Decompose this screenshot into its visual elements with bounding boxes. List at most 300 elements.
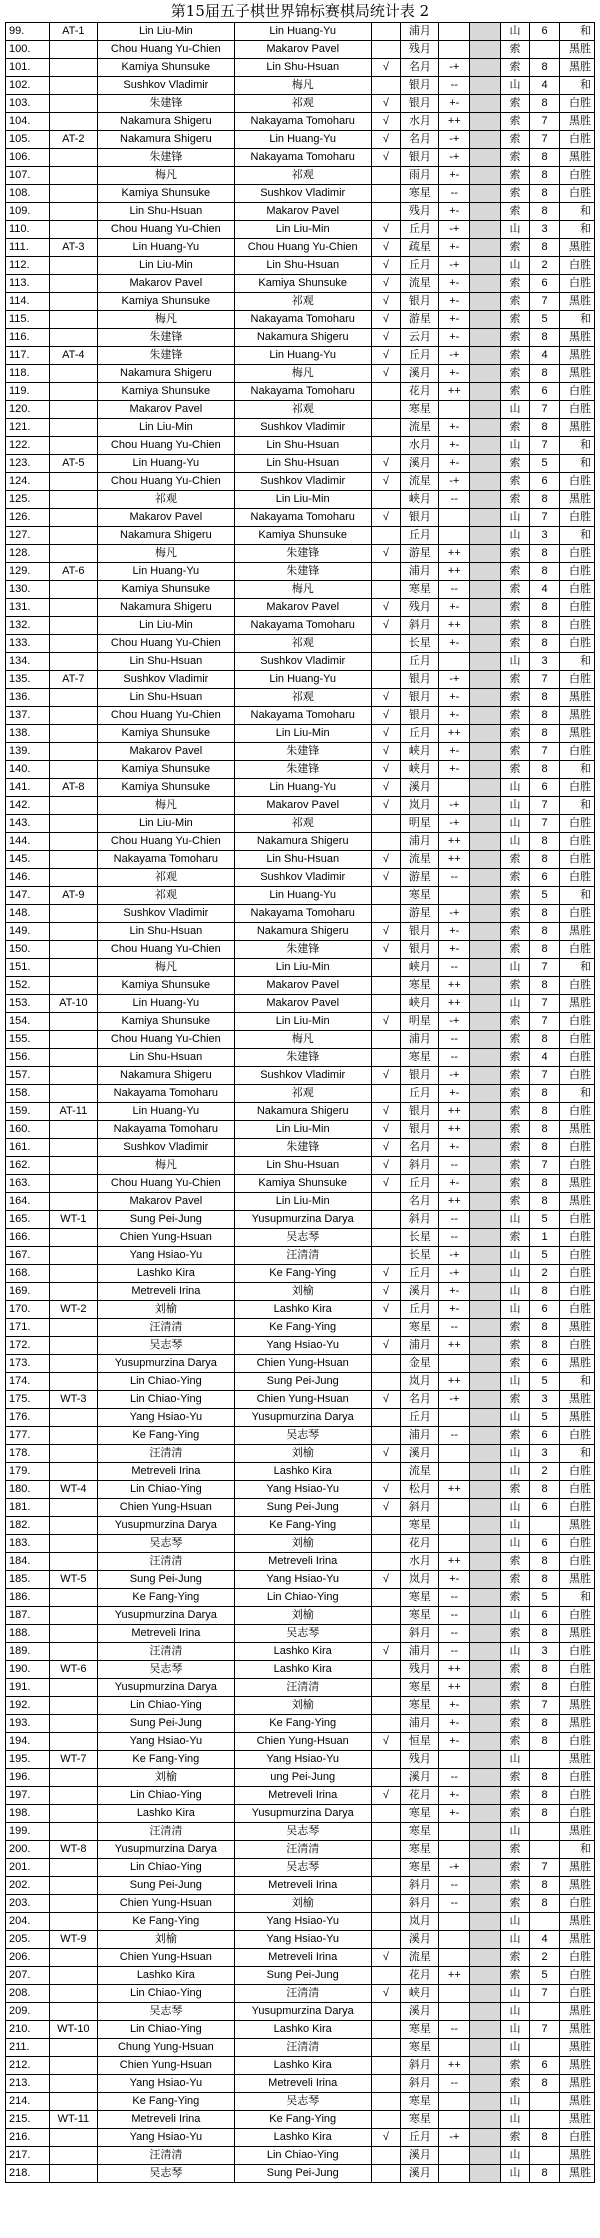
move-count: 8	[530, 2075, 560, 2093]
black-player: Kamiya Shunsuke	[97, 779, 234, 797]
blank-cell	[470, 1715, 501, 1733]
opening-name: 浦月	[401, 1337, 439, 1355]
sign-marks: ++	[439, 833, 470, 851]
opening-name: 长星	[401, 1229, 439, 1247]
black-player: 梅凡	[97, 167, 234, 185]
round-label: AT-5	[49, 455, 97, 473]
opening-name: 残月	[401, 599, 439, 617]
round-label: WT-9	[49, 1931, 97, 1949]
black-player: Ke Fang-Ying	[97, 1589, 234, 1607]
sign-marks	[439, 509, 470, 527]
sign-marks: +-	[439, 167, 470, 185]
round-label	[49, 1625, 97, 1643]
blank-cell	[470, 1373, 501, 1391]
round-label	[49, 1967, 97, 1985]
table-row	[6, 1841, 595, 1859]
white-player: Lin Huang-Yu	[234, 23, 371, 41]
black-player: Metreveli Irina	[97, 1463, 234, 1481]
table-row	[6, 239, 595, 257]
move-count: 8	[530, 545, 560, 563]
opening-name: 峡月	[401, 743, 439, 761]
round-label	[49, 2093, 97, 2111]
rule-type: 山	[500, 2003, 530, 2021]
opening-name: 寒星	[401, 977, 439, 995]
black-player: Lin Shu-Hsuan	[97, 203, 234, 221]
rule-type: 索	[500, 1193, 530, 1211]
move-count: 7	[530, 1013, 560, 1031]
black-player: Kamiya Shunsuke	[97, 185, 234, 203]
row-number: 151.	[6, 959, 50, 977]
check-mark: √	[371, 1265, 401, 1283]
check-mark: √	[371, 1643, 401, 1661]
opening-name: 银月	[401, 149, 439, 167]
table-row	[6, 1175, 595, 1193]
row-number: 218.	[6, 2165, 50, 2183]
round-label	[49, 1427, 97, 1445]
check-mark: √	[371, 455, 401, 473]
black-player: Lashko Kira	[97, 1805, 234, 1823]
opening-name: 残月	[401, 1661, 439, 1679]
sign-marks: ++	[439, 113, 470, 131]
opening-name: 峡月	[401, 959, 439, 977]
game-result: 黑胜	[559, 347, 594, 365]
sign-marks: ++	[439, 1337, 470, 1355]
opening-name: 游星	[401, 905, 439, 923]
check-mark	[371, 635, 401, 653]
opening-name: 银月	[401, 1067, 439, 1085]
black-player: Makarov Pavel	[97, 275, 234, 293]
check-mark: √	[371, 1121, 401, 1139]
game-result: 黑胜	[559, 1409, 594, 1427]
game-result: 白胜	[559, 1013, 594, 1031]
round-label	[49, 473, 97, 491]
game-result: 和	[559, 887, 594, 905]
game-result: 黑胜	[559, 293, 594, 311]
opening-name: 丘月	[401, 1265, 439, 1283]
sign-marks: --	[439, 1157, 470, 1175]
move-count: 8	[530, 923, 560, 941]
game-result: 黑胜	[559, 1121, 594, 1139]
opening-name: 寒星	[401, 1049, 439, 1067]
game-result: 和	[559, 1589, 594, 1607]
table-row	[6, 1319, 595, 1337]
rule-type: 索	[500, 725, 530, 743]
white-player: Nakayama Tomoharu	[234, 311, 371, 329]
white-player: Nakamura Shigeru	[234, 1103, 371, 1121]
blank-cell	[470, 1643, 501, 1661]
opening-name: 岚月	[401, 1373, 439, 1391]
table-row	[6, 545, 595, 563]
black-player: Nakayama Tomoharu	[97, 851, 234, 869]
black-player: Lin Shu-Hsuan	[97, 923, 234, 941]
sign-marks	[439, 2165, 470, 2183]
check-mark: √	[371, 1139, 401, 1157]
blank-cell	[470, 41, 501, 59]
black-player: Ke Fang-Ying	[97, 1751, 234, 1769]
rule-type: 索	[500, 347, 530, 365]
white-player: Nakayama Tomoharu	[234, 383, 371, 401]
check-mark	[371, 1913, 401, 1931]
round-label: AT-9	[49, 887, 97, 905]
table-row	[6, 1013, 595, 1031]
white-player: Metreveli Irina	[234, 2075, 371, 2093]
rule-type: 索	[500, 545, 530, 563]
sign-marks: +-	[439, 1733, 470, 1751]
opening-name: 金星	[401, 1355, 439, 1373]
white-player: 祁观	[234, 95, 371, 113]
opening-name: 银月	[401, 1103, 439, 1121]
blank-cell	[470, 167, 501, 185]
check-mark	[371, 1193, 401, 1211]
rule-type: 山	[500, 2039, 530, 2057]
rule-type: 索	[500, 275, 530, 293]
black-player: 梅凡	[97, 311, 234, 329]
round-label	[49, 221, 97, 239]
white-player: Lashko Kira	[234, 1661, 371, 1679]
rule-type: 索	[500, 1391, 530, 1409]
table-row	[6, 437, 595, 455]
move-count: 2	[530, 1265, 560, 1283]
move-count: 8	[530, 2129, 560, 2147]
game-result: 白胜	[559, 977, 594, 995]
check-mark: √	[371, 1157, 401, 1175]
white-player: 刘榆	[234, 1283, 371, 1301]
opening-name: 残月	[401, 203, 439, 221]
blank-cell	[470, 923, 501, 941]
blank-cell	[470, 1049, 501, 1067]
black-player: 汪清清	[97, 1643, 234, 1661]
sign-marks	[439, 2093, 470, 2111]
check-mark	[371, 1607, 401, 1625]
sign-marks: --	[439, 1211, 470, 1229]
blank-cell	[470, 815, 501, 833]
opening-name: 寒星	[401, 401, 439, 419]
game-result: 黑胜	[559, 2093, 594, 2111]
table-row	[6, 1499, 595, 1517]
white-player: 吴志琴	[234, 1229, 371, 1247]
black-player: Chien Yung-Hsuan	[97, 1895, 234, 1913]
opening-name: 长星	[401, 1247, 439, 1265]
opening-name: 寒星	[401, 2111, 439, 2129]
move-count: 8	[530, 1031, 560, 1049]
table-row	[6, 1931, 595, 1949]
sign-marks	[439, 2111, 470, 2129]
move-count: 6	[530, 779, 560, 797]
rule-type: 索	[500, 1589, 530, 1607]
game-result: 白胜	[559, 1157, 594, 1175]
move-count: 8	[530, 833, 560, 851]
rule-type: 索	[500, 1157, 530, 1175]
sign-marks	[439, 23, 470, 41]
rule-type: 山	[500, 995, 530, 1013]
move-count: 6	[530, 869, 560, 887]
round-label	[49, 2039, 97, 2057]
opening-name: 花月	[401, 1967, 439, 1985]
rule-type: 山	[500, 257, 530, 275]
blank-cell	[470, 707, 501, 725]
blank-cell	[470, 887, 501, 905]
move-count: 6	[530, 1355, 560, 1373]
check-mark	[371, 1589, 401, 1607]
move-count: 8	[530, 1733, 560, 1751]
game-result: 白胜	[559, 779, 594, 797]
rule-type: 山	[500, 1445, 530, 1463]
row-number: 135.	[6, 671, 50, 689]
check-mark	[371, 563, 401, 581]
move-count: 5	[530, 887, 560, 905]
move-count: 6	[530, 23, 560, 41]
blank-cell	[470, 2093, 501, 2111]
sign-marks	[439, 1355, 470, 1373]
white-player: Nakayama Tomoharu	[234, 149, 371, 167]
blank-cell	[470, 455, 501, 473]
opening-name: 寒星	[401, 2039, 439, 2057]
blank-cell	[470, 1481, 501, 1499]
sign-marks	[439, 1913, 470, 1931]
blank-cell	[470, 1859, 501, 1877]
row-number: 114.	[6, 293, 50, 311]
sign-marks: --	[439, 185, 470, 203]
round-label: AT-4	[49, 347, 97, 365]
game-result: 黑胜	[559, 1175, 594, 1193]
white-player: Metreveli Irina	[234, 1553, 371, 1571]
round-label	[49, 95, 97, 113]
row-number: 198.	[6, 1805, 50, 1823]
sign-marks: +-	[439, 689, 470, 707]
row-number: 203.	[6, 1895, 50, 1913]
opening-name: 溪月	[401, 1769, 439, 1787]
black-player: Yusupmurzina Darya	[97, 1355, 234, 1373]
row-number: 109.	[6, 203, 50, 221]
white-player: Yang Hsiao-Yu	[234, 1751, 371, 1769]
white-player: Metreveli Irina	[234, 1949, 371, 1967]
blank-cell	[470, 1661, 501, 1679]
blank-cell	[470, 1877, 501, 1895]
round-label	[49, 77, 97, 95]
opening-name: 溪月	[401, 365, 439, 383]
sign-marks: ++	[439, 1121, 470, 1139]
table-row	[6, 1067, 595, 1085]
check-mark: √	[371, 1013, 401, 1031]
sign-marks: --	[439, 1589, 470, 1607]
move-count: 8	[530, 851, 560, 869]
blank-cell	[470, 1985, 501, 2003]
check-mark: √	[371, 2129, 401, 2147]
check-mark	[371, 419, 401, 437]
round-label	[49, 761, 97, 779]
table-row	[6, 941, 595, 959]
blank-cell	[470, 1967, 501, 1985]
rule-type: 索	[500, 1049, 530, 1067]
sign-marks: +-	[439, 599, 470, 617]
check-mark	[371, 1427, 401, 1445]
row-number: 147.	[6, 887, 50, 905]
move-count: 7	[530, 1157, 560, 1175]
opening-name: 溪月	[401, 455, 439, 473]
rule-type: 索	[500, 707, 530, 725]
game-result: 黑胜	[559, 2039, 594, 2057]
round-label	[49, 977, 97, 995]
row-number: 186.	[6, 1589, 50, 1607]
round-label	[49, 1985, 97, 2003]
table-row	[6, 1283, 595, 1301]
opening-name: 水月	[401, 437, 439, 455]
check-mark: √	[371, 1733, 401, 1751]
sign-marks: ++	[439, 383, 470, 401]
rule-type: 索	[500, 473, 530, 491]
check-mark	[371, 1841, 401, 1859]
move-count: 8	[530, 599, 560, 617]
black-player: 梅凡	[97, 797, 234, 815]
rule-type: 山	[500, 1247, 530, 1265]
row-number: 174.	[6, 1373, 50, 1391]
blank-cell	[470, 509, 501, 527]
round-label	[49, 509, 97, 527]
check-mark	[371, 2003, 401, 2021]
rule-type: 索	[500, 635, 530, 653]
blank-cell	[470, 599, 501, 617]
table-row	[6, 905, 595, 923]
blank-cell	[470, 239, 501, 257]
move-count: 7	[530, 293, 560, 311]
blank-cell	[470, 761, 501, 779]
check-mark: √	[371, 1283, 401, 1301]
move-count: 8	[530, 1895, 560, 1913]
white-player: 汪清清	[234, 2039, 371, 2057]
black-player: Yusupmurzina Darya	[97, 1607, 234, 1625]
row-number: 179.	[6, 1463, 50, 1481]
game-result: 白胜	[559, 635, 594, 653]
blank-cell	[470, 491, 501, 509]
row-number: 173.	[6, 1355, 50, 1373]
table-row	[6, 797, 595, 815]
game-result: 白胜	[559, 1049, 594, 1067]
white-player: 吴志琴	[234, 1859, 371, 1877]
check-mark	[371, 1373, 401, 1391]
row-number: 206.	[6, 1949, 50, 1967]
round-label: WT-1	[49, 1211, 97, 1229]
move-count: 8	[530, 419, 560, 437]
row-number: 204.	[6, 1913, 50, 1931]
table-row	[6, 1337, 595, 1355]
game-result: 白胜	[559, 1481, 594, 1499]
opening-name: 流星	[401, 851, 439, 869]
blank-cell	[470, 221, 501, 239]
table-row	[6, 2165, 595, 2183]
sign-marks: ++	[439, 851, 470, 869]
table-row	[6, 347, 595, 365]
black-player: Sung Pei-Jung	[97, 1211, 234, 1229]
row-number: 165.	[6, 1211, 50, 1229]
opening-name: 雨月	[401, 167, 439, 185]
sign-marks: +-	[439, 761, 470, 779]
table-row	[6, 77, 595, 95]
table-row	[6, 1553, 595, 1571]
check-mark	[371, 2021, 401, 2039]
table-row	[6, 761, 595, 779]
black-player: Makarov Pavel	[97, 743, 234, 761]
table-row	[6, 1877, 595, 1895]
sign-marks: +-	[439, 95, 470, 113]
black-player: Chou Huang Yu-Chien	[97, 437, 234, 455]
blank-cell	[470, 977, 501, 995]
round-label	[49, 113, 97, 131]
table-row	[6, 455, 595, 473]
row-number: 182.	[6, 1517, 50, 1535]
round-label: WT-4	[49, 1481, 97, 1499]
opening-name: 寒星	[401, 1823, 439, 1841]
rule-type: 山	[500, 1823, 530, 1841]
move-count: 8	[530, 617, 560, 635]
move-count: 8	[530, 1877, 560, 1895]
rule-type: 山	[500, 797, 530, 815]
row-number: 117.	[6, 347, 50, 365]
table-row	[6, 1571, 595, 1589]
blank-cell	[470, 2003, 501, 2021]
game-result: 白胜	[559, 257, 594, 275]
game-result: 白胜	[559, 1463, 594, 1481]
table-row	[6, 1157, 595, 1175]
blank-cell	[470, 1445, 501, 1463]
rule-type: 山	[500, 653, 530, 671]
round-label	[49, 923, 97, 941]
row-number: 193.	[6, 1715, 50, 1733]
round-label	[49, 1409, 97, 1427]
sign-marks	[439, 1445, 470, 1463]
game-result: 和	[559, 1085, 594, 1103]
check-mark	[371, 1031, 401, 1049]
round-label	[49, 905, 97, 923]
table-row	[6, 617, 595, 635]
white-player: Makarov Pavel	[234, 995, 371, 1013]
round-label	[49, 2165, 97, 2183]
move-count: 7	[530, 1697, 560, 1715]
sign-marks: -+	[439, 149, 470, 167]
round-label	[49, 527, 97, 545]
round-label	[49, 1517, 97, 1535]
rule-type: 索	[500, 1697, 530, 1715]
row-number: 118.	[6, 365, 50, 383]
round-label: WT-2	[49, 1301, 97, 1319]
row-number: 212.	[6, 2057, 50, 2075]
row-number: 177.	[6, 1427, 50, 1445]
round-label	[49, 1895, 97, 1913]
rule-type: 山	[500, 1535, 530, 1553]
sign-marks: --	[439, 581, 470, 599]
round-label	[49, 383, 97, 401]
round-label	[49, 941, 97, 959]
rule-type: 索	[500, 383, 530, 401]
sign-marks: ++	[439, 1661, 470, 1679]
round-label: AT-11	[49, 1103, 97, 1121]
move-count: 4	[530, 1049, 560, 1067]
row-number: 208.	[6, 1985, 50, 2003]
table-row	[6, 1697, 595, 1715]
row-number: 194.	[6, 1733, 50, 1751]
row-number: 213.	[6, 2075, 50, 2093]
table-row	[6, 1643, 595, 1661]
white-player: 祁观	[234, 167, 371, 185]
round-label: WT-6	[49, 1661, 97, 1679]
blank-cell	[470, 1121, 501, 1139]
black-player: Lin Huang-Yu	[97, 455, 234, 473]
row-number: 115.	[6, 311, 50, 329]
move-count: 5	[530, 1967, 560, 1985]
move-count: 5	[530, 311, 560, 329]
black-player: 朱建锋	[97, 347, 234, 365]
opening-name: 浦月	[401, 1427, 439, 1445]
game-result: 白胜	[559, 1067, 594, 1085]
